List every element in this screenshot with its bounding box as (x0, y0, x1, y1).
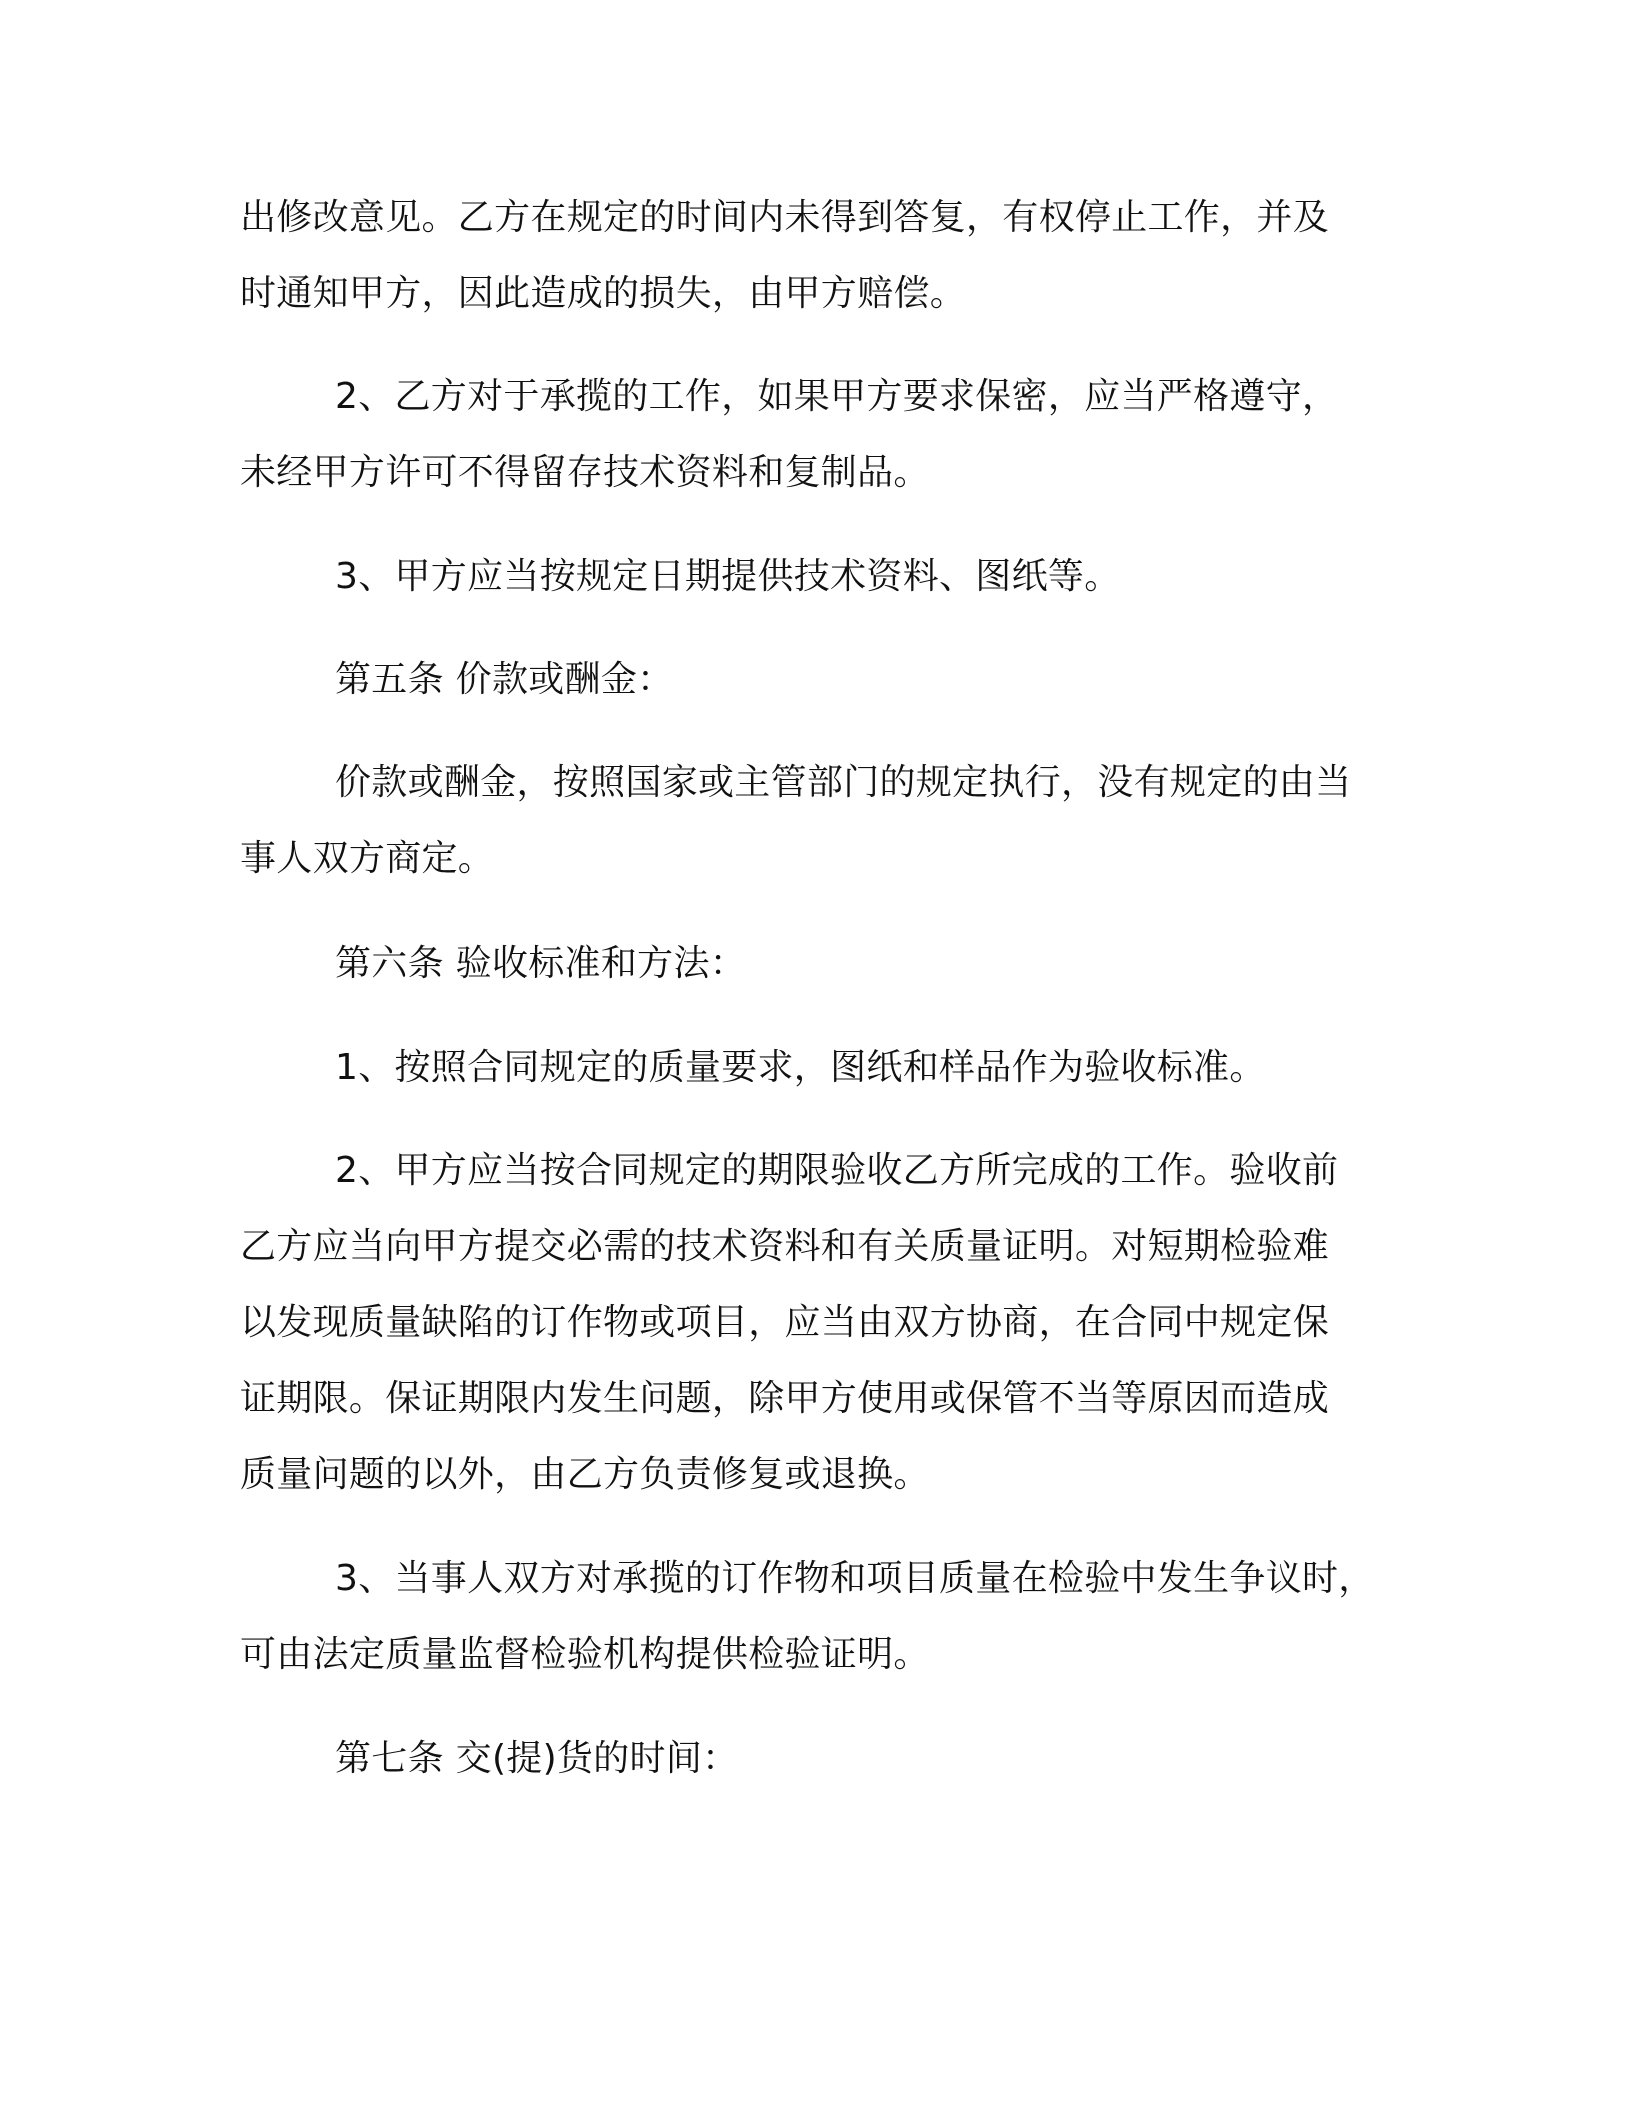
clause-item (240, 1030, 1390, 1106)
text-line: 2、乙方对于承揽的工作，如果甲方要求保密，应当严格遵守， (335, 376, 1339, 417)
clause-item (240, 359, 1390, 511)
text-line: 2、甲方应当按合同规定的期限验收乙方所完成的工作。验收前 (335, 1150, 1339, 1191)
text-line: 价款或酬金，按照国家或主管部门的规定执行，没有规定的由当 (335, 762, 1352, 803)
text-line: 质量问题的以外，由乙方负责修复或退换。 (240, 1454, 930, 1495)
text-line: 未经甲方许可不得留存技术资料和复制品。 (240, 452, 930, 493)
text-line: 第七条 交(提)货的时间： (335, 1738, 739, 1779)
clause-item (240, 1541, 1390, 1693)
clause-item (240, 539, 1390, 615)
text-line: 可由法定质量监督检验机构提供检验证明。 (240, 1634, 930, 1675)
text-line: 出修改意见。乙方在规定的时间内未得到答复，有权停止工作，并及 (240, 197, 1330, 238)
text-line: 乙方应当向甲方提交必需的技术资料和有关质量证明。对短期检验难 (240, 1226, 1330, 1267)
clause-item (240, 1133, 1390, 1513)
text-line: 3、当事人双方对承揽的订作物和项目质量在检验中发生争议时， (335, 1558, 1375, 1599)
article-heading (240, 642, 1390, 718)
paragraph-continuation (240, 180, 1390, 332)
text-line: 第五条 价款或酬金： (335, 659, 674, 700)
clause-item (240, 745, 1390, 897)
article-heading (240, 926, 1390, 1002)
text-line: 时通知甲方，因此造成的损失，由甲方赔偿。 (240, 273, 967, 314)
text-line: 1、按照合同规定的质量要求，图纸和样品作为验收标准。 (335, 1047, 1266, 1088)
text-line: 证期限。保证期限内发生问题，除甲方使用或保管不当等原因而造成 (240, 1378, 1330, 1419)
text-line: 以发现质量缺陷的订作物或项目，应当由双方协商，在合同中规定保 (240, 1302, 1330, 1343)
text-line: 事人双方商定。 (240, 838, 495, 879)
text-line: 3、甲方应当按规定日期提供技术资料、图纸等。 (335, 556, 1121, 597)
text-line: 第六条 验收标准和方法： (335, 943, 747, 984)
article-heading (240, 1721, 1390, 1797)
